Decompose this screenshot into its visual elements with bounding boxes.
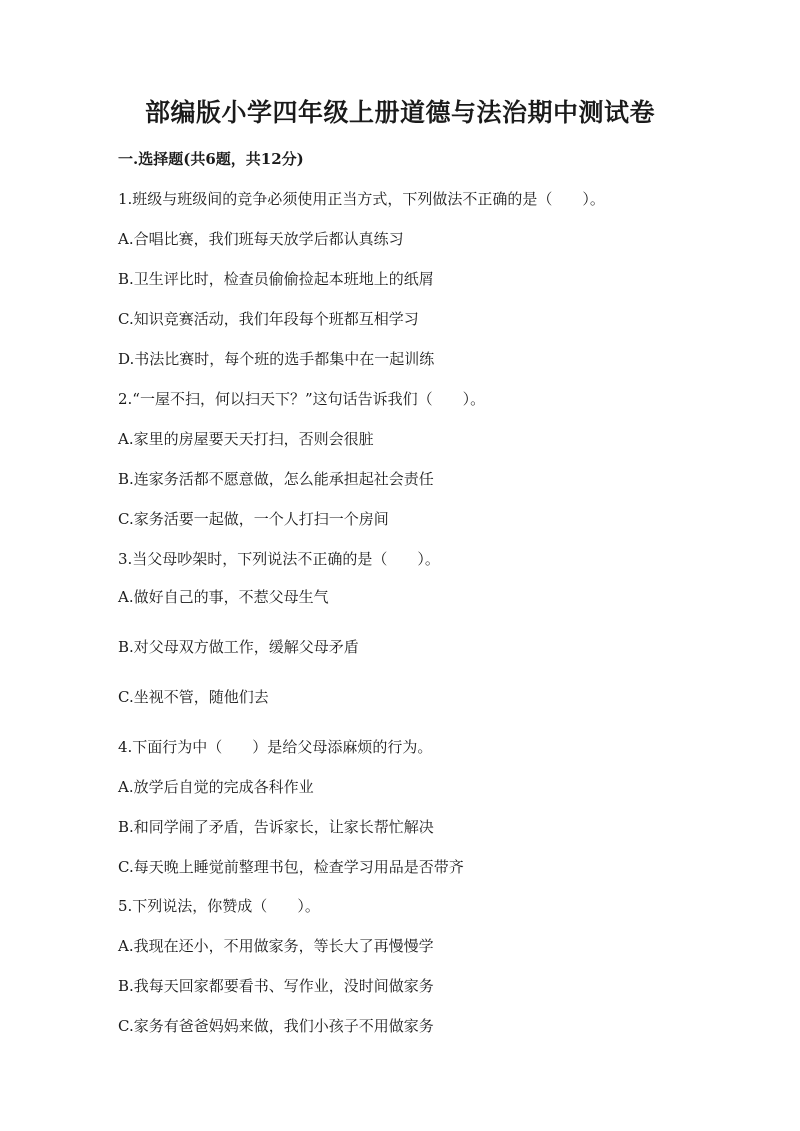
- question-3-option-a: A.做好自己的事，不惹父母生气: [118, 588, 329, 606]
- question-2-option-c: C.家务活要一起做，一个人打扫一个房间: [118, 510, 389, 528]
- question-5-option-c: C.家务有爸爸妈妈来做，我们小孩子不用做家务: [118, 1017, 434, 1035]
- question-1-option-a: A.合唱比赛，我们班每天放学后都认真练习: [118, 230, 404, 248]
- section-heading: 一.选择题(共6题，共12分): [118, 150, 304, 168]
- question-2-option-a: A.家里的房屋要天天打扫，否则会很脏: [118, 430, 374, 448]
- question-3-option-b: B.对父母双方做工作，缓解父母矛盾: [118, 638, 359, 656]
- question-5-stem: 5.下列说法，你赞成（ ）。: [118, 897, 320, 915]
- question-4-stem: 4.下面行为中（ ）是给父母添麻烦的行为。: [118, 738, 433, 756]
- question-3-stem: 3.当父母吵架时，下列说法不正确的是（ ）。: [118, 550, 440, 568]
- question-1-option-d: D.书法比赛时，每个班的选手都集中在一起训练: [118, 350, 435, 368]
- question-2-option-b: B.连家务活都不愿意做，怎么能承担起社会责任: [118, 470, 434, 488]
- question-4-option-a: A.放学后自觉的完成各科作业: [118, 778, 314, 796]
- question-5-option-b: B.我每天回家都要看书、写作业，没时间做家务: [118, 977, 434, 995]
- question-1-option-c: C.知识竞赛活动，我们年段每个班都互相学习: [118, 310, 419, 328]
- question-3-option-c: C.坐视不管，随他们去: [118, 688, 269, 706]
- question-4-option-c: C.每天晚上睡觉前整理书包，检查学习用品是否带齐: [118, 858, 464, 876]
- question-4-option-b: B.和同学闹了矛盾，告诉家长，让家长帮忙解决: [118, 818, 434, 836]
- question-5-option-a: A.我现在还小，不用做家务，等长大了再慢慢学: [118, 937, 434, 955]
- question-2-stem: 2.“一屋不扫，何以扫天下？”这句话告诉我们（ ）。: [118, 390, 486, 408]
- page-title: 部编版小学四年级上册道德与法治期中测试卷: [144, 98, 655, 127]
- question-1-option-b: B.卫生评比时，检查员偷偷捡起本班地上的纸屑: [118, 270, 434, 288]
- question-1-stem: 1.班级与班级间的竞争必须使用正当方式，下列做法不正确的是（ ）。: [118, 190, 605, 208]
